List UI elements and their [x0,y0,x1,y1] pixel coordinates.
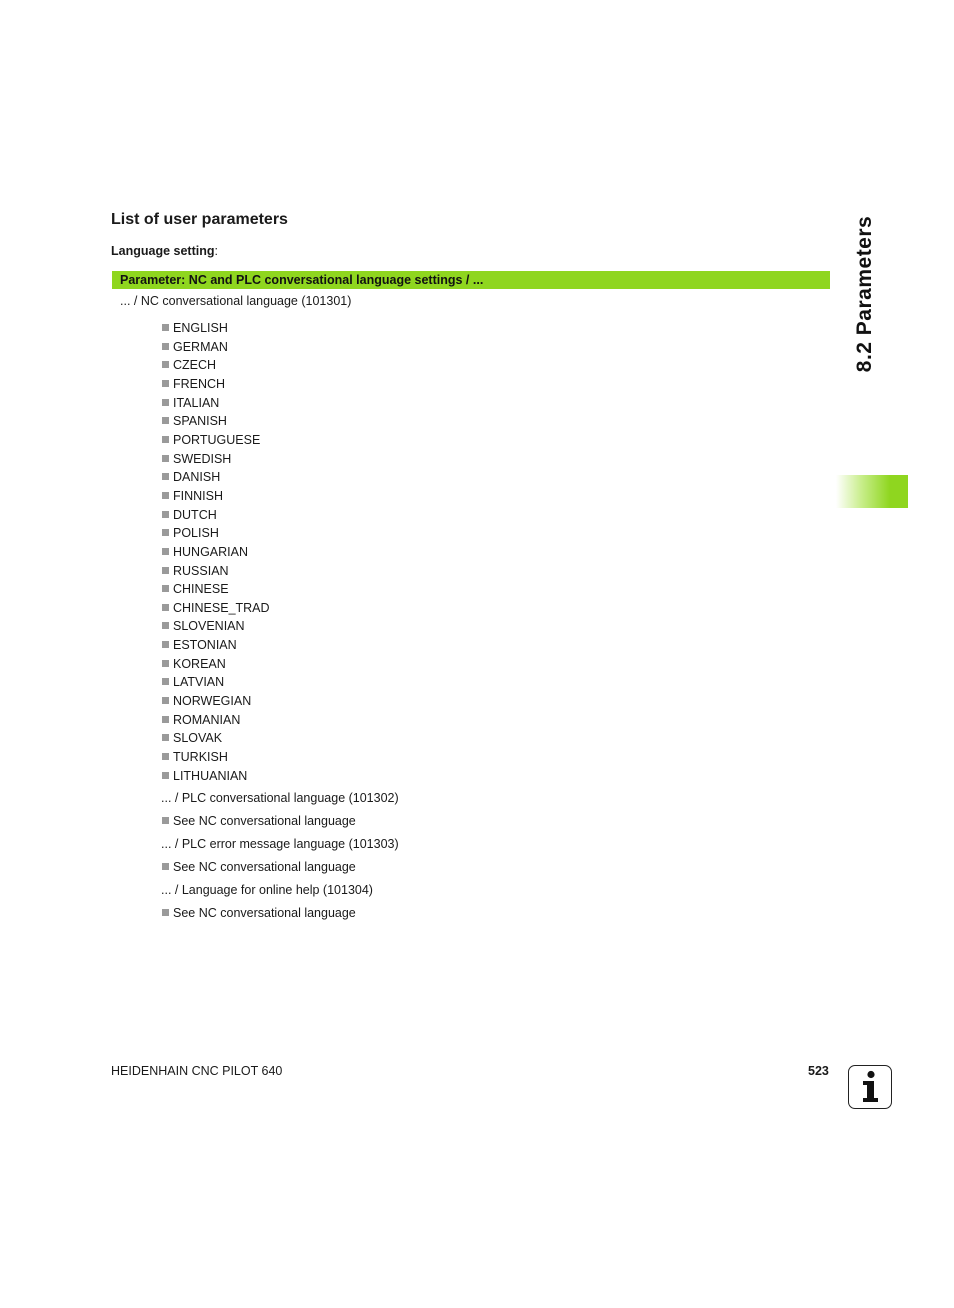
bullet-square-icon [162,343,169,350]
bullet-square-icon [162,567,169,574]
plc-error-language-note [162,860,356,875]
language-option-label: LITHUANIAN [173,768,248,783]
bullet-square-icon [162,548,169,555]
subheading-suffix: : [214,244,218,258]
language-option-label: RUSSIAN [173,563,229,578]
language-option-label: CHINESE [173,582,229,597]
language-option-label: GERMAN [173,339,228,354]
language-option-label: PORTUGUESE [173,432,261,447]
subheading-label: Language setting [111,244,215,258]
bullet-square-icon [162,772,169,779]
language-option [162,731,222,746]
language-option-label: ESTONIAN [173,638,237,652]
bullet-square-icon [162,436,169,443]
language-option [162,582,229,597]
plc-language-note-text: See NC conversational language [173,814,356,828]
nc-language-parameter: ... / NC conversational language (101301) [120,294,352,308]
language-option-label: LATVIAN [173,675,225,690]
footer-manual-name: HEIDENHAIN CNC PILOT 640 [111,1064,283,1078]
language-option-label: FRENCH [173,376,226,391]
bullet-square-icon [162,863,169,870]
language-option [162,675,224,690]
language-option-label: SPANISH [173,414,227,429]
language-option [162,377,225,392]
language-option [162,358,216,373]
language-option [162,508,217,523]
language-option-label: HUNGARIAN [173,544,249,559]
chapter-tab-marker [836,475,908,508]
bullet-square-icon [162,641,169,648]
parameter-header-bar [112,271,830,289]
bullet-square-icon [162,753,169,760]
language-option [162,601,270,616]
plc-language-note [162,814,356,829]
language-option-label: CZECH [173,358,217,373]
language-option [162,564,229,579]
footer-page-number: 523 [808,1064,829,1078]
info-icon [848,1065,892,1109]
bullet-square-icon [162,585,169,592]
language-option [162,340,228,355]
language-option [162,433,260,448]
bullet-square-icon [162,473,169,480]
bullet-square-icon [162,817,169,824]
bullet-square-icon [162,604,169,611]
bullet-square-icon [162,716,169,723]
plc-error-language-parameter: ... / PLC error message language (101303) [161,837,399,851]
language-option [162,396,219,411]
help-language-parameter: ... / Language for online help (101304) [161,883,373,897]
help-language-note [162,906,356,921]
bullet-square-icon [162,678,169,685]
language-option [162,638,237,653]
language-option-label: ENGLISH [173,321,228,335]
bullet-square-icon [162,697,169,704]
language-setting-subheading [111,244,218,259]
language-option-label: TURKISH [173,750,228,764]
help-language-note-text: See NC conversational language [173,906,356,920]
language-option [162,321,228,336]
plc-error-language-note-text: See NC conversational language [173,860,356,874]
language-option [162,526,219,541]
bullet-square-icon [162,734,169,741]
bullet-square-icon [162,529,169,536]
bullet-square-icon [162,660,169,667]
language-option [162,750,228,765]
bullet-square-icon [162,361,169,368]
language-option-label: CHINESE_TRAD [173,600,270,615]
language-option-label: ROMANIAN [173,712,241,727]
bullet-square-icon [162,511,169,518]
language-option [162,769,247,784]
language-option [162,470,220,485]
language-option-label: FINNISH [173,488,223,503]
language-option-label: SLOVENIAN [173,619,245,634]
language-option-label: NORWEGIAN [173,694,252,708]
language-option-label: KOREAN [173,656,226,671]
language-option [162,657,226,672]
language-option [162,452,231,467]
language-option [162,414,227,429]
language-option [162,545,248,560]
language-option-label: DUTCH [173,507,217,522]
plc-language-parameter: ... / PLC conversational language (101302) [161,791,399,805]
language-option-label: DANISH [173,470,221,485]
bullet-square-icon [162,909,169,916]
language-option [162,619,245,634]
language-option-label: SWEDISH [173,451,232,466]
language-option-label: ITALIAN [173,395,220,410]
bullet-square-icon [162,622,169,629]
bullet-square-icon [162,417,169,424]
bullet-square-icon [162,455,169,462]
language-option [162,489,223,504]
parameter-header-label: Parameter: NC and PLC conversational language settings / ... [120,273,484,287]
bullet-square-icon [162,492,169,499]
bullet-square-icon [162,380,169,387]
language-option [162,694,251,709]
language-option-label: POLISH [173,526,219,541]
bullet-square-icon [162,399,169,406]
chapter-side-title-text: 8.2 Parameters [853,215,876,373]
section-title: List of user parameters [111,211,288,228]
bullet-square-icon [162,324,169,331]
language-option [162,713,240,728]
language-option-label: SLOVAK [173,731,223,746]
